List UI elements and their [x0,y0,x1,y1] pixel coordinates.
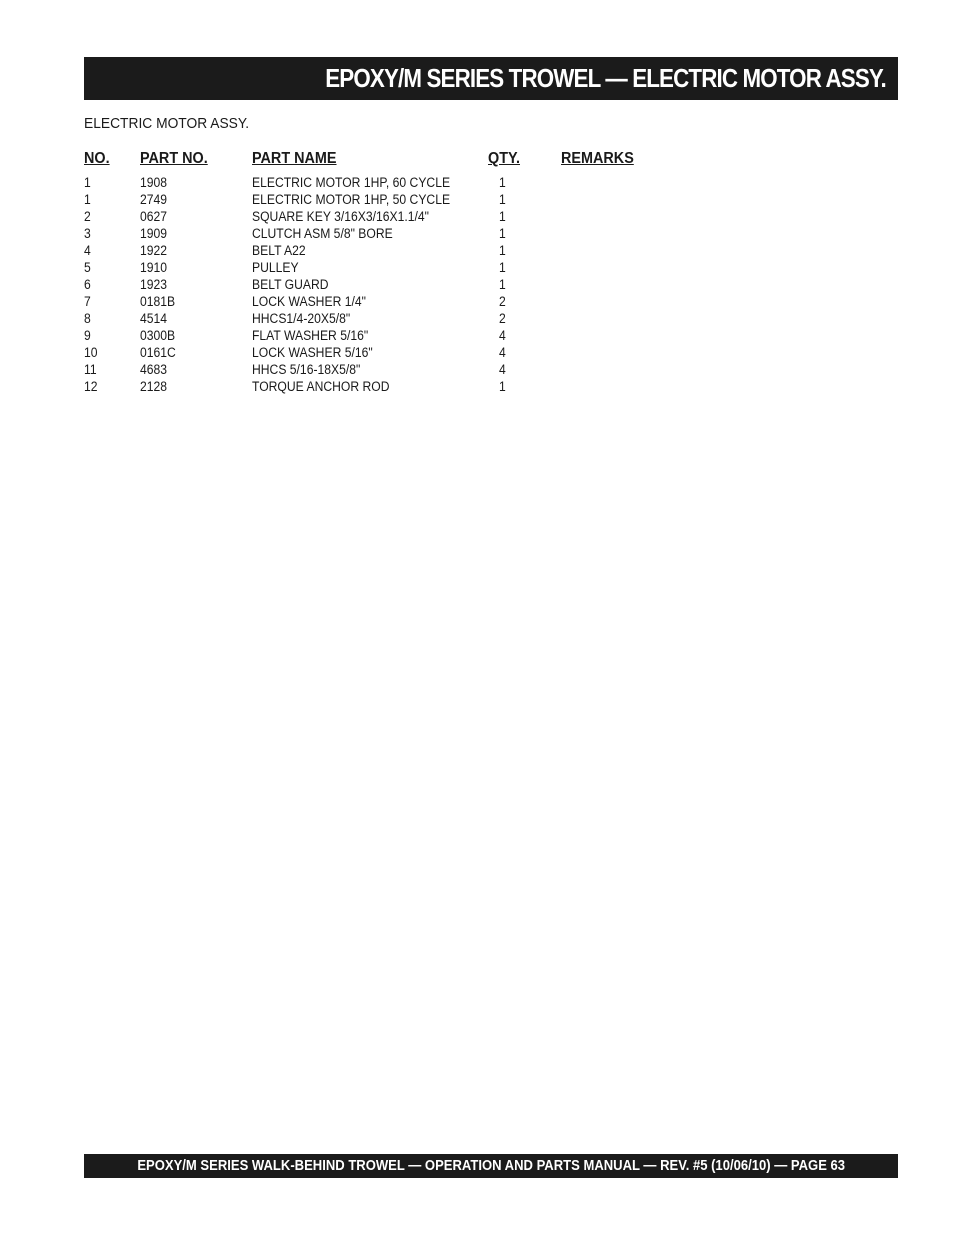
table-body [84,174,684,395]
cell-part-name: BELT A22 [252,243,306,258]
table-row [84,259,684,276]
table-row [84,276,684,293]
cell-qty: 2 [499,294,506,309]
cell-qty: 1 [499,243,506,258]
cell-part-no: 1923 [140,277,168,292]
table-row [84,191,684,208]
cell-qty: 1 [499,209,506,224]
cell-part-name: LOCK WASHER 5/16" [252,345,373,360]
cell-qty: 4 [499,328,506,343]
table-row [84,225,684,242]
page-title-bar [84,57,898,100]
cell-part-name: ELECTRIC MOTOR 1HP, 50 CYCLE [252,192,451,207]
cell-part-no: 0161C [140,345,176,360]
table-header [84,150,684,174]
cell-no: 12 [84,379,98,394]
cell-qty: 1 [499,379,506,394]
cell-no: 11 [84,362,97,377]
table-row [84,344,684,361]
cell-qty: 4 [499,345,506,360]
cell-no: 6 [84,277,91,292]
cell-part-name: CLUTCH ASM 5/8" BORE [252,226,393,241]
cell-no: 7 [84,294,91,309]
cell-part-no: 1922 [140,243,168,258]
cell-no: 1 [84,192,91,207]
cell-part-name: HHCS 5/16-18X5/8" [252,362,361,377]
cell-no: 2 [84,209,91,224]
footer-text: EPOXY/M SERIES WALK-BEHIND TROWEL — OPERATION AND PARTS MANUAL — REV. #5 (10/06/10) — PAGE 63 [137,1158,845,1174]
table-row [84,293,684,310]
cell-qty: 1 [499,277,506,292]
page-footer [84,1154,898,1178]
cell-part-no: 0181B [140,294,176,309]
cell-qty: 4 [499,362,506,377]
cell-part-no: 0300B [140,328,176,343]
cell-no: 8 [84,311,91,326]
table-row [84,327,684,344]
cell-no: 10 [84,345,98,360]
column-header-qty: QTY. [488,150,521,167]
cell-no: 5 [84,260,91,275]
cell-part-no: 4514 [140,311,168,326]
cell-part-no: 1908 [140,175,168,190]
table-row [84,361,684,378]
cell-no: 1 [84,175,91,190]
cell-qty: 1 [499,226,506,241]
cell-part-name: PULLEY [252,260,299,275]
section-label: ELECTRIC MOTOR ASSY. [84,115,250,132]
cell-part-name: ELECTRIC MOTOR 1HP, 60 CYCLE [252,175,451,190]
cell-part-name: LOCK WASHER 1/4" [252,294,366,309]
cell-part-name: HHCS1/4-20X5/8" [252,311,351,326]
table-row [84,310,684,327]
parts-table [84,150,684,395]
cell-part-no: 2749 [140,192,168,207]
cell-part-no: 4683 [140,362,168,377]
cell-part-no: 0627 [140,209,168,224]
cell-part-no: 2128 [140,379,168,394]
cell-part-no: 1909 [140,226,168,241]
cell-qty: 1 [499,192,506,207]
cell-no: 3 [84,226,91,241]
cell-qty: 1 [499,260,506,275]
page-title: EPOXY/M SERIES TROWEL — ELECTRIC MOTOR ASSY. [325,63,886,93]
cell-part-name: TORQUE ANCHOR ROD [252,379,390,394]
table-row [84,242,684,259]
column-header-part-name: PART NAME [252,150,337,167]
cell-part-no: 1910 [140,260,168,275]
cell-qty: 2 [499,311,506,326]
cell-part-name: BELT GUARD [252,277,329,292]
cell-part-name: FLAT WASHER 5/16" [252,328,369,343]
cell-no: 4 [84,243,91,258]
table-row [84,208,684,225]
column-header-no: NO. [84,150,110,167]
table-row [84,378,684,395]
table-row [84,174,684,191]
cell-qty: 1 [499,175,506,190]
cell-no: 9 [84,328,91,343]
column-header-remarks: REMARKS [561,150,634,167]
cell-part-name: SQUARE KEY 3/16X3/16X1.1/4" [252,209,430,224]
column-header-part-no: PART NO. [140,150,208,167]
